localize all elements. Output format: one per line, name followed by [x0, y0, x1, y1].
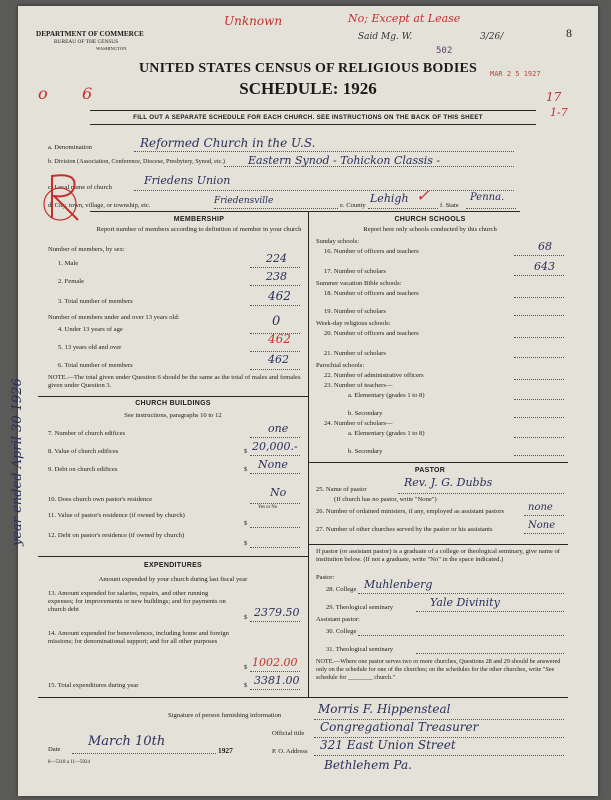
other-churches-value: None [528, 520, 556, 531]
row-13-over: 5. 13 years old and over [58, 344, 122, 351]
red-r-mark [38, 166, 98, 226]
stamp-number: 502 [436, 46, 453, 56]
county-value: Lehigh [370, 192, 409, 205]
red-mark-1-7: 1-7 [550, 106, 568, 119]
check-mark: ✓ [416, 186, 430, 205]
denomination-value: Reformed Church in the U.S. [140, 136, 316, 150]
row-scholars: 24. Number of scholars— [324, 420, 393, 427]
row-under-13: 4. Under 13 years of age [58, 326, 123, 333]
margin-note: year ended April 30 1926 [10, 378, 25, 546]
row-edifices: 7. Number of church edifices [48, 430, 126, 437]
address-value: 321 East Union Street [320, 738, 456, 752]
date-year: 1927 [218, 746, 233, 755]
under-13-value: 0 [272, 314, 281, 329]
local-name-label: c. Local name of church [48, 184, 112, 191]
row-assistant-college: 30. College [326, 628, 357, 635]
weekday-label: Week-day religious schools: [316, 320, 391, 327]
total-expenditures-value: 3381.00 [254, 674, 300, 687]
graduate-instructions: If pastor (or assistant pastor) is a graduate of a college or theological seminary, give name of institution below. (If not a graduate, write "No" in the space indicated.) [316, 548, 561, 563]
total-age-value: 462 [268, 353, 289, 366]
edifice-value: 20,000.- [252, 440, 298, 453]
city-label: WASHINGTON [96, 46, 127, 51]
pastor-name-value: Rev. J. G. Dubbs [404, 476, 493, 489]
row-edifice-value: 8. Value of church edifices [48, 448, 119, 455]
city-value: Friedensville [214, 196, 274, 206]
row-teachers: 23. Number of teachers— [324, 382, 393, 389]
running-expenses-value: 2379.50 [254, 606, 300, 619]
form-number: 8—5318 a 11—5024 [48, 760, 91, 765]
edifice-debt-value: None [258, 458, 288, 471]
assistant-sub-label: Assistant pastor: [316, 616, 360, 623]
row-total-age: 6. Total number of members [58, 362, 133, 369]
total-members-value: 462 [268, 289, 291, 303]
row-benevolences: 14. Amount expended for benevolences, including home and foreign missions; for denominational support; and for all other purposes [48, 630, 229, 645]
row-residence-value: 11. Value of pastor's residence (if owned by church) [48, 512, 185, 519]
row-pastor-college: 28. College [326, 586, 357, 593]
handwritten-note-top: Unknown [224, 14, 283, 28]
sunday-label: Sunday schools: [316, 238, 360, 245]
department-label: DEPARTMENT OF COMMERCE [36, 30, 144, 38]
buildings-sub: See instructions, paragraphs 10 to 12 [124, 412, 222, 419]
pastor-residence-value: No [270, 486, 287, 499]
denomination-label: a. Denomination [48, 144, 92, 151]
signature-value: Morris F. Hippensteal [318, 702, 451, 716]
membership-note: NOTE.—The total given under Question 6 should be the same as the total of males and females given under Question 3. [48, 374, 301, 389]
address-value-line2: Bethlehem Pa. [324, 758, 412, 772]
summer-label: Summer vacation Bible schools: [316, 280, 402, 287]
row-pastor-residence: 10. Does church own pastor's residence [48, 496, 153, 503]
sunday-officers-value: 68 [538, 240, 552, 253]
row-assistant-seminary: 31. Theological seminary [326, 646, 394, 653]
assistant-pastors-value: none [528, 502, 553, 513]
row-scholars-elementary: a. Elementary (grades 1 to 8) [348, 430, 425, 437]
instructions-line: FILL OUT A SEPARATE SCHEDULE FOR EACH CHURCH. SEE INSTRUCTIONS ON THE BACK OF THIS SHEET [133, 114, 483, 121]
schools-heading: CHURCH SCHOOLS [394, 216, 466, 223]
row-edifice-debt: 9. Debt on church edifices [48, 466, 118, 473]
row-teachers-elementary: a. Elementary (grades 1 to 8) [348, 392, 425, 399]
row-assistant-pastors: 26. Number of ordained ministers, if any, employed as assistant pastors [316, 508, 505, 515]
row-pastor-name: 25. Name of pastor [316, 486, 367, 493]
expenditures-heading: EXPENDITURES [143, 562, 203, 569]
row-summer-officers: 18. Number of officers and teachers [324, 290, 419, 297]
official-title-label: Official title [272, 730, 305, 737]
schedule-title: SCHEDULE: 1926 [239, 79, 377, 98]
signature-label: Signature of person furnishing information [168, 712, 282, 719]
form-title: UNITED STATES CENSUS OF RELIGIOUS BODIES [138, 61, 477, 76]
pastor-college-value: Muhlenberg [364, 578, 433, 591]
row-running-expenses: 13. Amount expended for salaries, repairs, and other running expenses; for improvements or new buildings; and for payments on church debt [48, 590, 226, 613]
row-scholars-secondary: b. Secondary [348, 448, 383, 455]
row-weekday-scholars: 21. Number of scholars [324, 350, 386, 357]
membership-heading: MEMBERSHIP [173, 216, 225, 223]
age-heading: Number of members under and over 13 years old: [48, 314, 180, 321]
expenditures-sub: Amount expended by your church during last fiscal year [98, 576, 248, 583]
division-value: Eastern Synod - Tohickon Classis - [248, 154, 441, 167]
date-label: Date [48, 746, 61, 753]
red-mark-6: 6 [82, 84, 93, 103]
row-admin-officers: 22. Number of administrative officers [324, 372, 424, 379]
13-over-value: 462 [268, 332, 291, 346]
row-residence-debt: 12. Debt on pastor's residence (if owned by church) [48, 532, 185, 539]
corner-mark: 8 [566, 26, 572, 40]
state-label: f. State [440, 202, 459, 209]
row-female: 2. Female [58, 278, 85, 285]
pastor-seminary-value: Yale Divinity [430, 596, 500, 609]
row-total-expenditures: 15. Total expenditures during year [48, 682, 139, 689]
address-label: P. O. Address [272, 748, 308, 755]
row-male: 1. Male [58, 260, 79, 267]
local-name-value: Friedens Union [144, 174, 231, 187]
row-weekday-officers: 20. Number of officers and teachers [324, 330, 419, 337]
handwritten-note-top-right: No; Except at Lease [348, 12, 461, 25]
handwritten-said-date: 3/26/ [480, 32, 504, 42]
row-sunday-scholars: 17. Number of scholars [324, 268, 386, 275]
buildings-heading: CHURCH BUILDINGS [135, 400, 211, 407]
sunday-scholars-value: 643 [534, 260, 555, 273]
pastor-note: NOTE.—Where one pastor serves two or more churches, Questions 28 and 29 should be answered only on the schedule for one of the churches; on the schedules for the other churches, write "See schedule for ________ church." [316, 658, 561, 681]
benevolences-value: 1002.00 [252, 656, 298, 669]
received-stamp: MAR 2 5 1927 [490, 70, 541, 78]
official-title-value: Congregational Treasurer [320, 720, 479, 734]
city-label-field: d. City, town, village, or township, etc. [48, 202, 151, 209]
by-sex-label: Number of members, by sex: [48, 246, 125, 253]
row-other-churches: 27. Number of other churches served by the pastor or his assistants [316, 526, 493, 533]
county-label: e. County [340, 202, 366, 209]
red-mark-o: o [38, 84, 48, 103]
row-total-members: 3. Total number of members [58, 298, 133, 305]
row-summer-scholars: 19. Number of scholars [324, 308, 386, 315]
bureau-label: BUREAU OF THE CENSUS [54, 39, 119, 45]
pastor-heading: PASTOR [414, 467, 446, 474]
pastor-name-hint: (If church has no pastor, write "None") [334, 496, 437, 503]
row-teachers-secondary: b. Secondary [348, 410, 383, 417]
yes-no-hint: Yes or No [258, 505, 278, 510]
female-value: 238 [266, 270, 287, 283]
row-pastor-seminary: 29. Theological seminary [326, 604, 394, 611]
date-value: March 10th [88, 734, 166, 749]
schools-sub: Report here only schools conducted by this church [363, 226, 497, 233]
red-mark-17: 17 [546, 90, 562, 104]
male-value: 224 [266, 252, 287, 265]
row-sunday-officers: 16. Number of officers and teachers [324, 248, 419, 255]
edifices-value: one [268, 422, 289, 435]
parochial-label: Parochial schools: [316, 362, 365, 369]
state-value: Penna. [470, 192, 505, 203]
pastor-sub-label: Pastor: [316, 574, 335, 581]
membership-sub: Report number of members according to definition of member in your church [96, 226, 302, 233]
division-label: b. Division (Association, Conference, Diocese, Presbytery, Synod, etc.) [48, 158, 225, 165]
handwritten-said: Said Mg. W. [358, 32, 413, 42]
census-schedule-sheet: Unknown No; Except at Lease Said Mg. W. 3/26/ 8 502 MAR 2 5 1927 DEPARTMENT OF COMMERCE BUREAU OF THE CENSUS WASHINGTON UNITED STATES CENSUS OF RELIGIOUS BODIES SCHEDULE: 1926 o 6 17 1-7 FILL OUT A SEPARATE SCHEDULE FOR EACH CHURCH. SEE INSTRUCTIONS ON THE BACK OF THIS SHEET a. Denomination Reformed Church in the U.S. b. Division (Association, Conference, Diocese, Presbytery, Synod, etc.) Eastern Synod - Tohickon Classis - c. Local name of church Friedens Union d. City, town, village, or township, etc. Friedensville e. County Lehigh ✓ f. State Penna. year ended April 30 1926 MEMBERSHIP Report number of members according to definition of member in your church Number of members, by sex: 1. Male 224 2. Female 238 3. Total number of members 462 Number of members under and over 13 years old: 4. Under 13 years of age 0 5. 13 years old and over 462 6. Total number of members 462 NOTE.—The total given under Question 6 should be the same as the total of males and females given under Question 3. CHURCH BUILDINGS See instructions, paragraphs 10 to 12 7. Number of church edifices one 8. Value of church edifices $ 20,000.- 9. Debt on church edifices $ None 10. Does church own pastor's residence No Yes or No 11. Value of pastor's residence (if owned by church) $ 12. Debt on pastor's residence (if owned by church) $ EXPENDITURES Amount expended by your church during last fiscal year 13. Amount expended for salaries, repairs, and other running expenses; for improvements or new buildings; and for payments on church debt $ 2379.50 14. Amount expended for benevolences, including home and foreign missions; for denominational support; and for all other purposes $ 1002.00 15. Total expenditures during year $ 3381.00 CHURCH SCHOOLS Report here only schools conducted by this church Sunday schools: 16. Number of officers and teachers 68 17. Number of scholars 643 Summer vacation Bible schools: 18. Number of officers and teachers 19. Number of scholars Week-day religious schools: 20. Number of officers and teachers 21. Number of scholars Parochial schools: 22. Number of administrative officers 23. Number of teachers— a. Elementary (grades 1 to 8) b. Secondary 24. Number of scholars— a. Elementary (grades 1 to 8) b. Secondary PASTOR 25. Name of pastor Rev. J. G. Dubbs (If church has no pastor, write "None") 26. Number of ordained ministers, if any, employed as assistant pastors none 27. Number of other churches served by the pastor or his assistants None If pastor (or assistant pastor) is a graduate of a college or theological seminary, give name of institution below. (If not a graduate, write "No" in the space indicated.) Pastor: 28. College Muhlenberg 29. Theological seminary Yale Divinity Assistant pastor: 30. College 31. Theological seminary NOTE.—Where one pastor serves two or more churches, Questions 28 and 29 should be answered only on the schedule for one of the churches; on the schedules for the other churches, write "See schedule for ________ church." Signature of person furnishing information Morris F. Hippensteal Official title Congregational Treasurer Date March 10th 1927 P. O. Address 321 East Union Street Bethlehem Pa. 8—5318 a 11—5024 [18, 6, 598, 796]
